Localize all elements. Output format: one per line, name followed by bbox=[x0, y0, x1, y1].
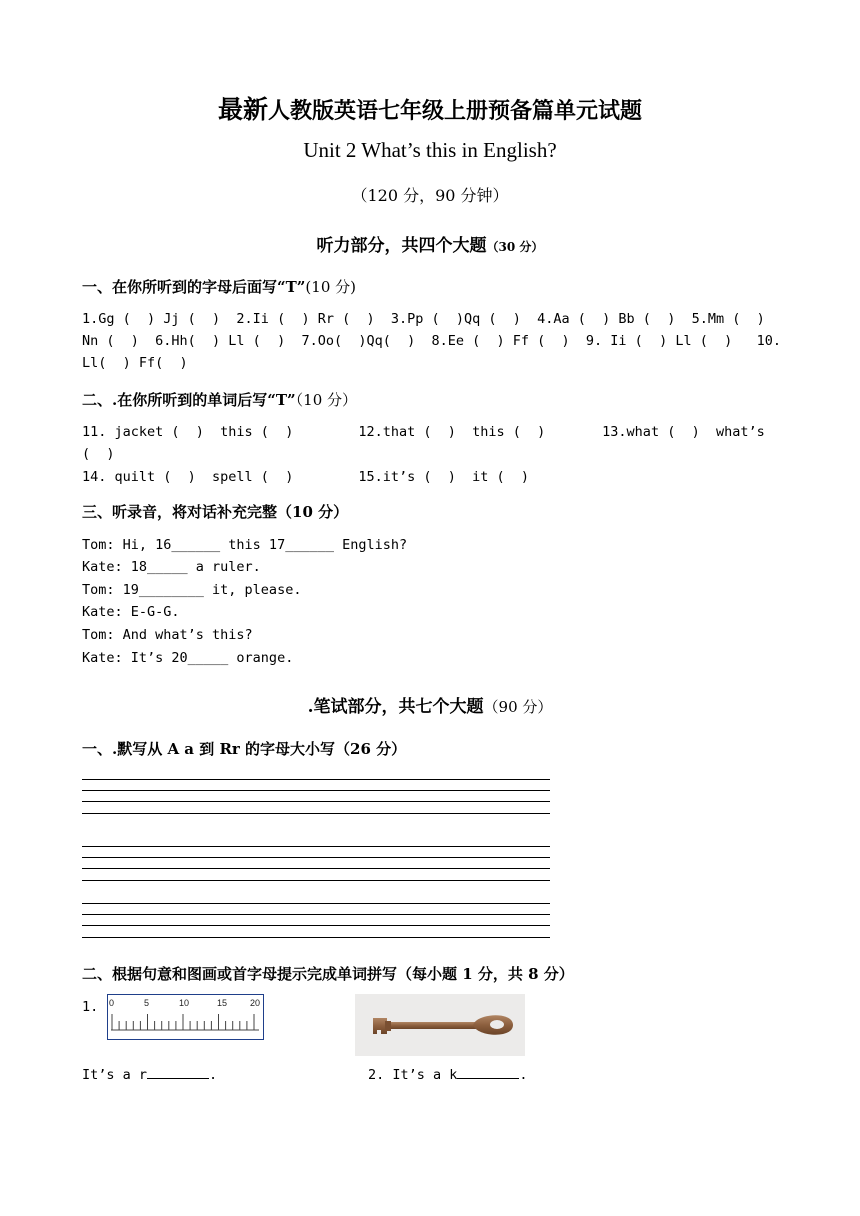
handwriting-line bbox=[82, 857, 550, 858]
listening-section2-line: ( ) bbox=[82, 446, 115, 462]
document-title bbox=[0, 90, 860, 126]
ruler-image bbox=[107, 994, 264, 1040]
listening-section1-heading: 一、在你所听到的字母后面写“T”(10 分) bbox=[82, 278, 356, 296]
dialogue-line: Tom: 19________ it, please. bbox=[82, 582, 302, 598]
ruler-label: 20 bbox=[250, 998, 261, 1008]
listening-section1-line: Nn ( ) 6.Hh( ) Ll ( ) 7.Oo( )Qq( ) 8.Ee ( ) Ff ( ) 9. Ii ( ) Ll ( ) 10. bbox=[82, 333, 781, 349]
ruler-label: 10 bbox=[179, 998, 190, 1008]
handwriting-line bbox=[82, 903, 550, 904]
handwriting-line bbox=[82, 779, 550, 780]
handwriting-line bbox=[82, 801, 550, 802]
key-svg bbox=[355, 994, 525, 1056]
listening-section2-line: 11. jacket ( ) this ( ) 12.that ( ) this ( ) 13.what ( ) what’s bbox=[82, 424, 765, 440]
ruler-label: 5 bbox=[144, 998, 150, 1008]
handwriting-line bbox=[82, 880, 550, 881]
dialogue-line: Tom: Hi, 16______ this 17______ English? bbox=[82, 537, 408, 553]
ruler-label: 0 bbox=[109, 998, 115, 1008]
writing-part-heading: .笔试部分，共七个大题（90 分） bbox=[307, 697, 553, 717]
answer-blank[interactable] bbox=[147, 1066, 209, 1079]
listening-section3-heading: 三、听录音，将对话补充完整（10 分） bbox=[82, 503, 349, 521]
handwriting-line bbox=[82, 925, 550, 926]
title-rest: 人教版英语七年级上册预备篇单元试题 bbox=[268, 98, 643, 124]
handwriting-line bbox=[82, 846, 550, 847]
item2-sentence: 2. It’s a k . bbox=[368, 1067, 528, 1083]
listening-section2-heading: 二、.在你所听到的单词后写“T”（10 分） bbox=[82, 391, 358, 409]
ruler-svg bbox=[108, 995, 262, 1038]
listening-section1-line: 1.Gg ( ) Jj ( ) 2.Ii ( ) Rr ( ) 3.Pp ( )Qq ( ) 4.Aa ( ) Bb ( ) 5.Mm ( ) bbox=[82, 311, 765, 327]
writing-section1-heading: 一、.默写从 A a 到 Rr 的字母大小写（26 分） bbox=[82, 740, 407, 758]
dialogue-line: Tom: And what’s this? bbox=[82, 627, 253, 643]
handwriting-line bbox=[82, 868, 550, 869]
item1-sentence: It’s a r . bbox=[82, 1067, 218, 1083]
handwriting-line bbox=[82, 790, 550, 791]
handwriting-line bbox=[82, 937, 550, 938]
listening-part-heading: 听力部分，共四个大题（30 分） bbox=[316, 236, 544, 256]
handwriting-line bbox=[82, 813, 550, 814]
dialogue-line: Kate: It’s 20_____ orange. bbox=[82, 650, 294, 666]
handwriting-line bbox=[82, 914, 550, 915]
answer-blank[interactable] bbox=[457, 1066, 519, 1079]
item1-number: 1. bbox=[82, 999, 99, 1015]
score-time-line: （120 分，90 分钟） bbox=[351, 186, 509, 205]
key-image bbox=[355, 994, 525, 1056]
listening-section1-line: Ll( ) Ff( ) bbox=[82, 355, 188, 371]
dialogue-line: Kate: E-G-G. bbox=[82, 604, 180, 620]
unit-title: Unit 2 What’s this in English? bbox=[303, 138, 557, 162]
title-lead: 最新 bbox=[217, 95, 268, 124]
ruler-label: 15 bbox=[217, 998, 228, 1008]
writing-section2-heading: 二、根据句意和图画或首字母提示完成单词拼写（每小题 1 分，共 8 分） bbox=[82, 965, 574, 983]
listening-section2-line: 14. quilt ( ) spell ( ) 15.it’s ( ) it ( ) bbox=[82, 469, 530, 485]
dialogue-line: Kate: 18_____ a ruler. bbox=[82, 559, 261, 575]
